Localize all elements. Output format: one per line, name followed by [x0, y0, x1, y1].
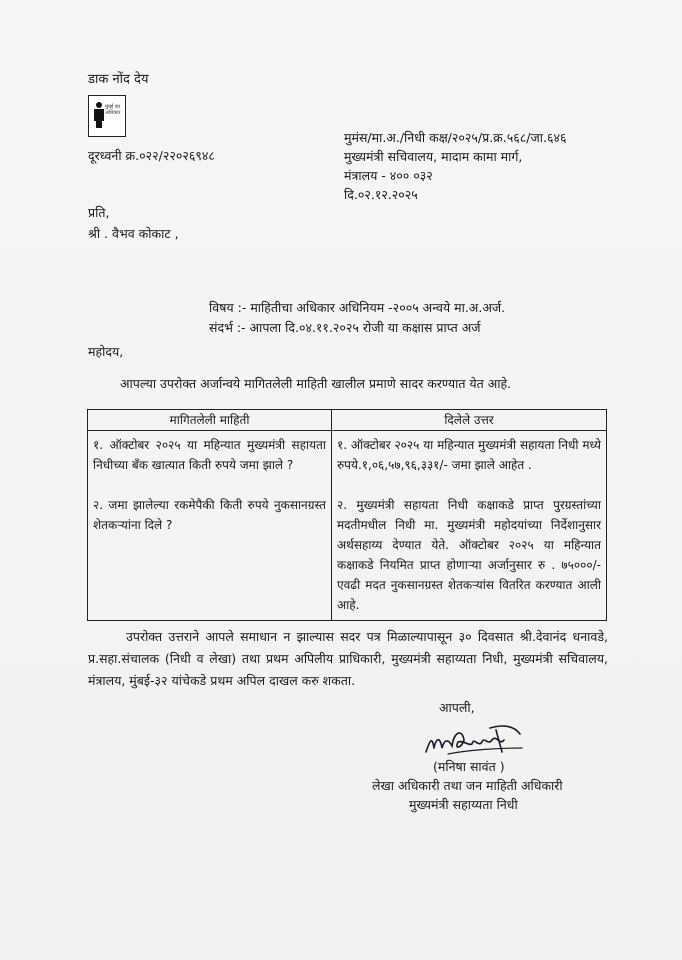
col-header-answer: दिलेले उत्तर — [332, 410, 607, 431]
appeal-paragraph: उपरोक्त उत्तराने आपले समाधान न झाल्यास सदर पत्र मिळाल्यापासून ३० दिवसात श्री.देवानंद धनावडे, प्र.सहा.संचालक (निधी व लेखा) तथा प्रथम अपिलीय प्राधिकारी, मुख्यमंत्री सहाय्यता निधी, मुख्यमंत्री सचिवालय, मंत्रालय, मुंबई-३२ यांचेकडे प्रथम अपिल दाखल करु शकता. — [88, 629, 608, 688]
answer-cell — [332, 431, 607, 621]
question-2: २. जमा झालेल्या रकमेपैकी किती रुपये नुकसानग्रस्त शेतकऱ्यांना दिले ? — [93, 498, 326, 532]
closing: आपली, — [439, 700, 475, 715]
intro-paragraph: आपल्या उपरोक्त अर्जान्वये मागितलेली माहिती खालील प्रमाणे सादर करण्यात येत आहे. — [120, 376, 512, 391]
salutation: महोदय, — [88, 344, 124, 359]
information-table — [87, 409, 607, 621]
col-header-requested: मागितलेली माहिती — [88, 410, 332, 431]
person-reading-icon — [92, 101, 106, 129]
phone-number: दूरध्वनी क्र.०२२/२२०२६९४८ — [88, 148, 215, 163]
answer-2: २. मुख्यमंत्री सहायता निधी कक्षाकडे प्राप्त पुरग्रस्तांच्या मदतीमधील निधी मा. मुख्यमंत्री महोदयांच्या निर्देशानुसार अर्थसहाय्य देण्यात येते. ऑक्टोबर २०२५ या महिन्यात कक्षाकडे नियमित प्राप्त होणाऱ्या अर्जानुसार रु . ७५०००/- एवढी मदत नुकसानग्रस्त शेतकऱ्यांस वितरित करण्यात आली आहे. — [337, 498, 601, 612]
postage-note: डाक नोंद देय — [88, 72, 149, 87]
signatory-name: (मनिषा सावंत ) — [433, 759, 505, 774]
signatory-office: मुख्यमंत्री सहाय्यता निधी — [409, 797, 518, 812]
office-address-line1: मुख्यमंत्री सचिवालय, मादाम कामा मार्ग, — [344, 149, 523, 164]
signatory-designation: लेखा अधिकारी तथा जन माहिती अधिकारी — [372, 778, 563, 793]
answer-1: १. ऑक्टोबर २०२५ या महिन्यात मुख्यमंत्री सहायता निधी मध्ये रुपये.१,०६,५७,९६,३३१/- जमा झाले आहेत . — [337, 438, 601, 472]
recipient-name: श्री . वैभव कोकाट , — [88, 226, 179, 241]
signature-image — [418, 718, 528, 760]
subject-line: विषय :- माहितीचा अधिकार अधिनियम -२००५ अन्वये मा.अ.अर्ज. — [209, 300, 506, 315]
logo-caption: मुंबई का अधिकार — [105, 104, 121, 116]
office-address-line2: मंत्रालय - ४०० ०३२ — [344, 168, 433, 183]
requested-info-cell — [88, 431, 332, 621]
office-logo — [88, 95, 126, 137]
prati-label: प्रति, — [88, 205, 110, 220]
reference-number: मुमंस/मा.अ./निधी कक्ष/२०२५/प्र.क्र.५६८/जा.६४६ — [344, 130, 567, 145]
question-1: १. ऑक्टोबर २०२५ या महिन्यात मुख्यमंत्री सहायता निधीच्या बँक खात्यात किती रुपये जमा झाले ? — [93, 438, 326, 472]
reference-block — [344, 128, 566, 204]
letter-date: दि.०२.१२.२०२५ — [344, 187, 418, 202]
reference-line: संदर्भ :- आपला दि.०४.११.२०२५ रोजी या कक्षास प्राप्त अर्ज — [209, 320, 481, 335]
